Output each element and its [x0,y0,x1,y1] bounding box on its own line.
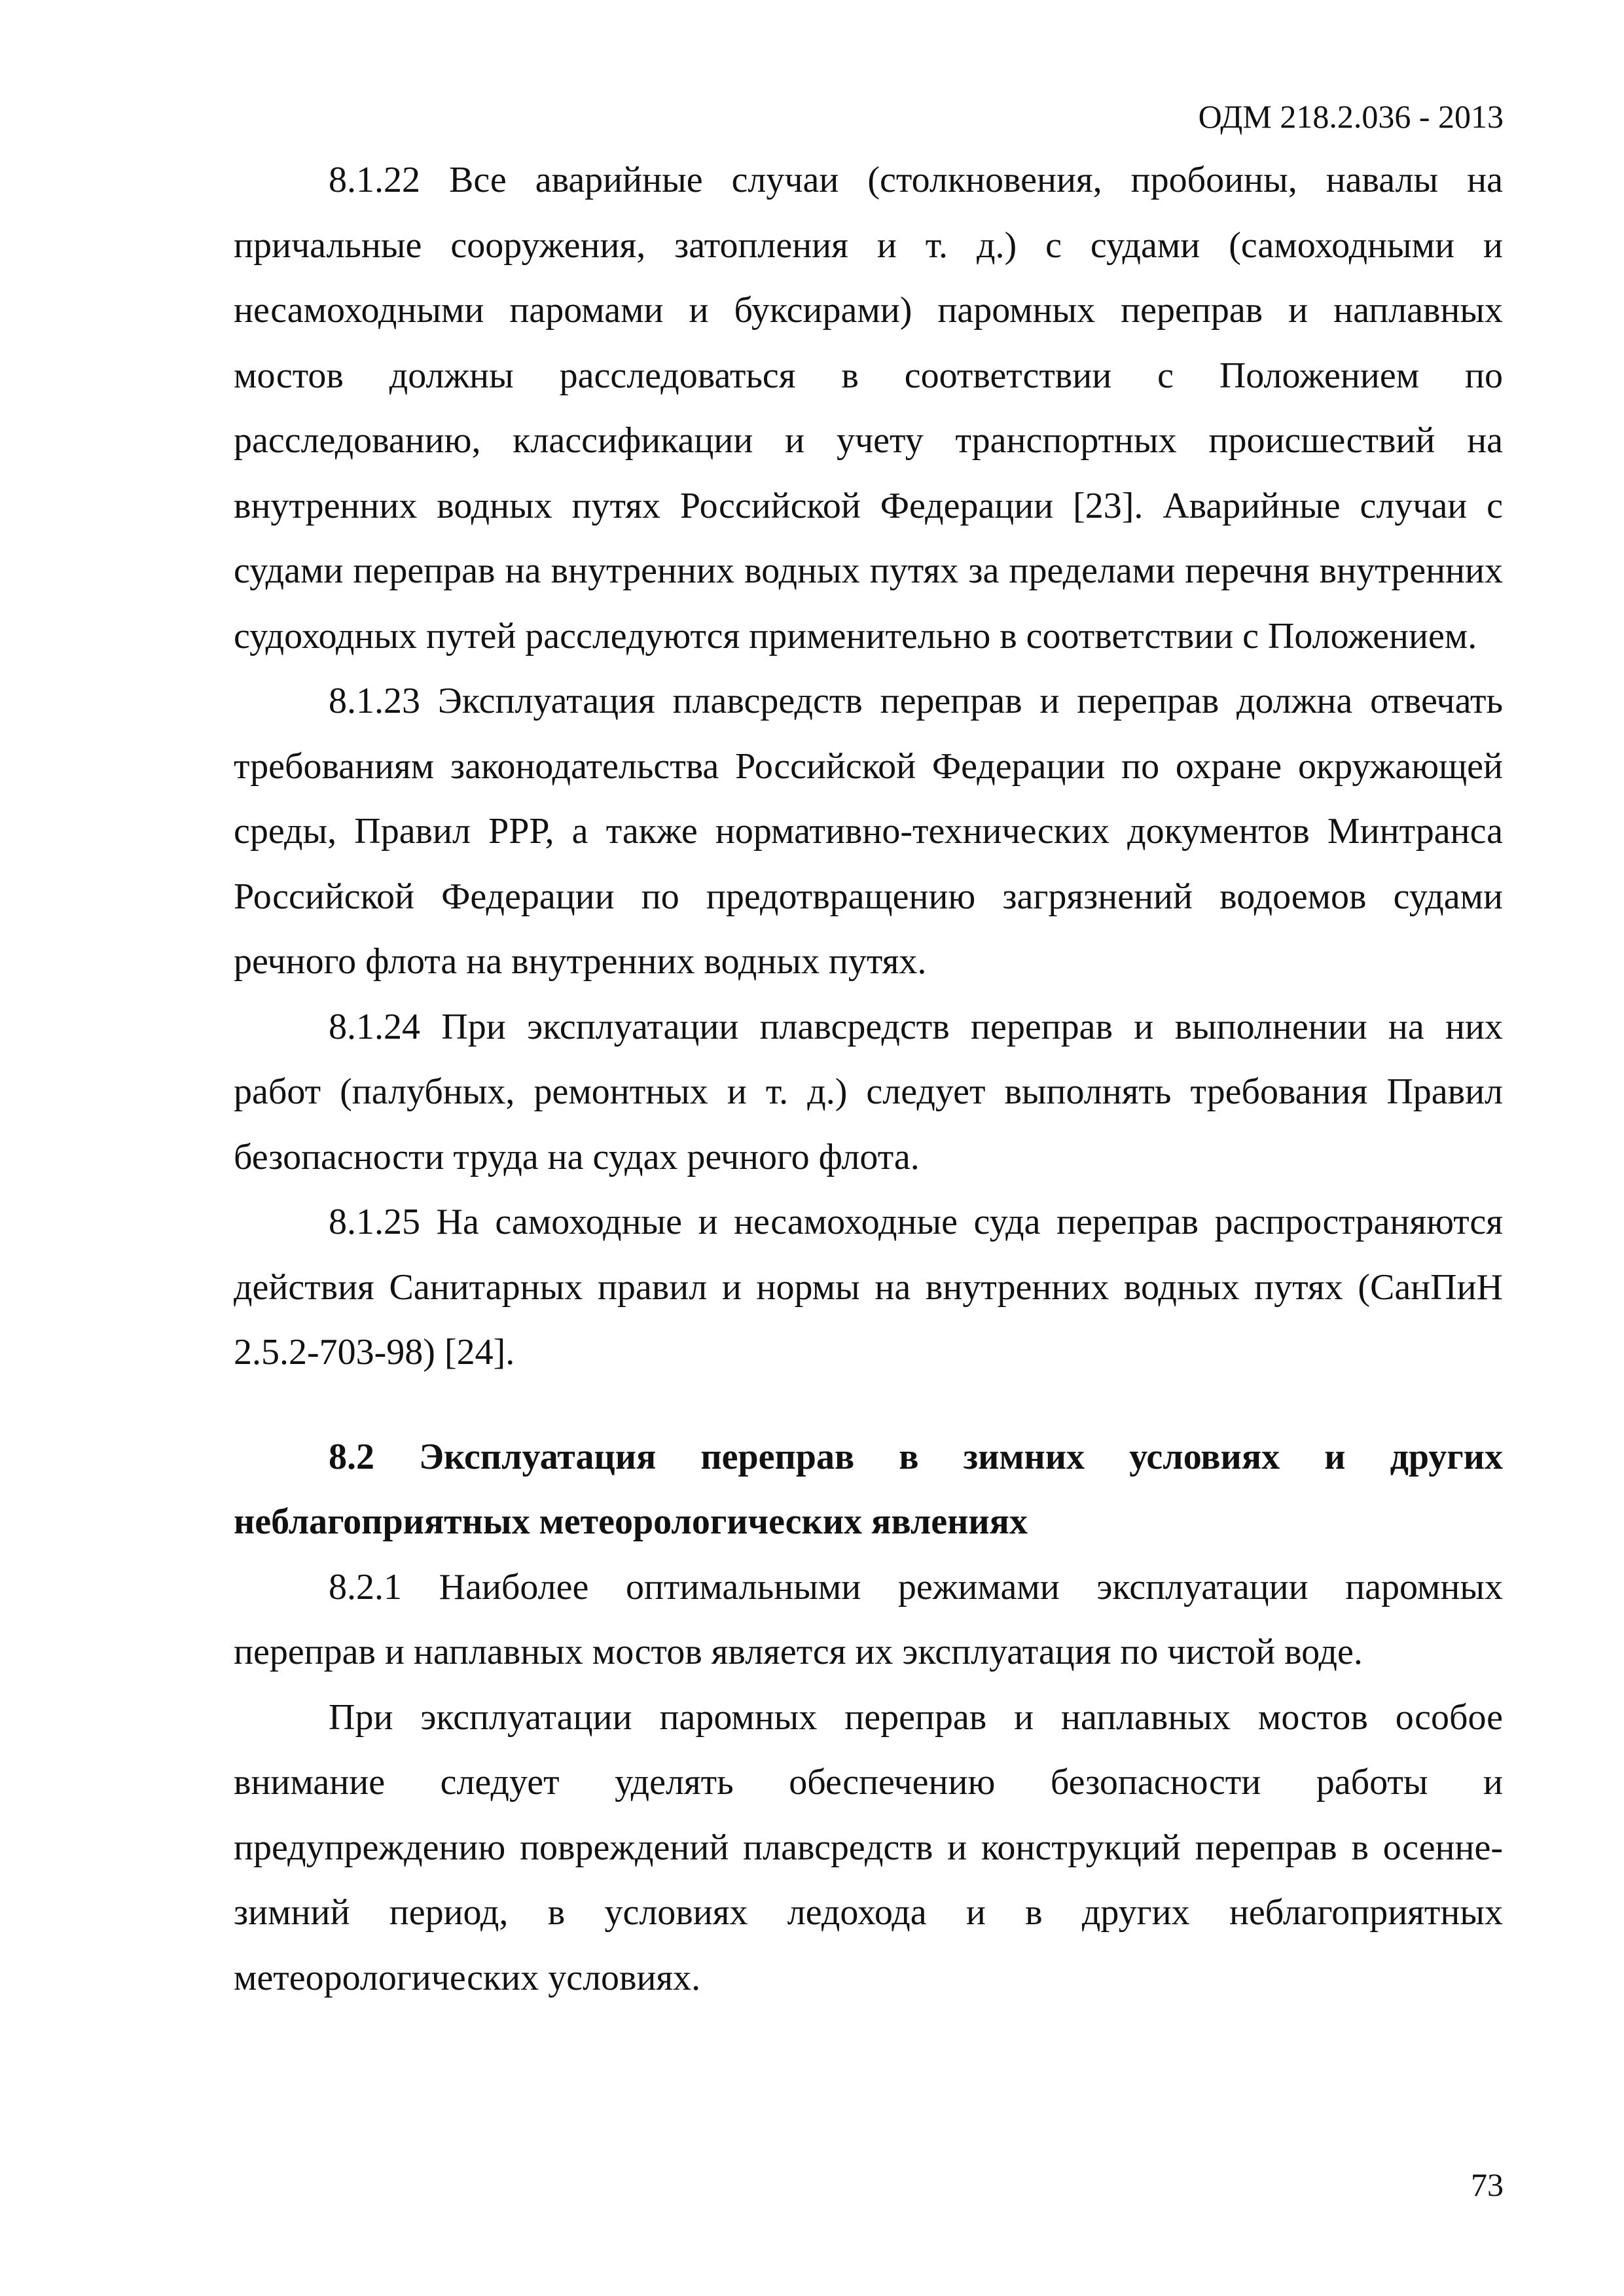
page-number: 73 [1471,2166,1504,2203]
paragraph-8-1-25: 8.1.25 На самоходные и несамоходные суда переправ распространяются действия Санитарных правил и нормы на внутренних водных путях (СанПиН 2.5.2-703-98) [24]. [234,1202,1503,1372]
paragraph-8-1-23: 8.1.23 Эксплуатация плавсредств переправ и переправ должна отвечать требованиям законодательства Российской Федерации по охране окружающей среды, Правил РРР, а также нормативно-технических документов Минтранса Российской Федерации по предотвращению загрязнений водоемов судами речного флота на внутренних водных путях. [234,681,1503,982]
paragraph-8-1-24: 8.1.24 При эксплуатации плавсредств переправ и выполнении на них работ (палубных, ремонтных и т. д.) следует выполнять требования Правил безопасности труда на судах речного флота. [234,1006,1503,1177]
paragraph-8-1-22: 8.1.22 Все аварийные случаи (столкновения, пробоины, навалы на причальные сооружения, затопления и т. д.) с судами (самоходными и несамоходными паромами и буксирами) паромных переправ и наплавных мостов должны расследоваться в соответствии с Положением по расследованию, классификации и учету транспортных происшествий на внутренних водных путях Российской Федерации [23]. Аварийные случаи с судами переправ на внутренних водных путях за пределами перечня внутренних судоходных путей расследуются применительно в соответствии с Положением. [234,160,1503,656]
page-body [234,148,1503,2011]
section-heading-8-2: 8.2 Эксплуатация переправ в зимних условиях и других неблагоприятных метеорологических явлениях [234,1436,1503,1542]
document-code: ОДМ 218.2.036 - 2013 [1198,98,1504,135]
paragraph-8-2-1: 8.2.1 Наиболее оптимальными режимами эксплуатации паромных переправ и наплавных мостов является их эксплуатация по чистой воде. [234,1566,1503,1672]
paragraph-8-2-1-continued: При эксплуатации паромных переправ и наплавных мостов особое внимание следует уделять обеспечению безопасности работы и предупреждению повреждений плавсредств и конструкций переправ в осенне-зимний период, в условиях ледохода и в других неблагоприятных метеорологических условиях. [234,1696,1503,1998]
